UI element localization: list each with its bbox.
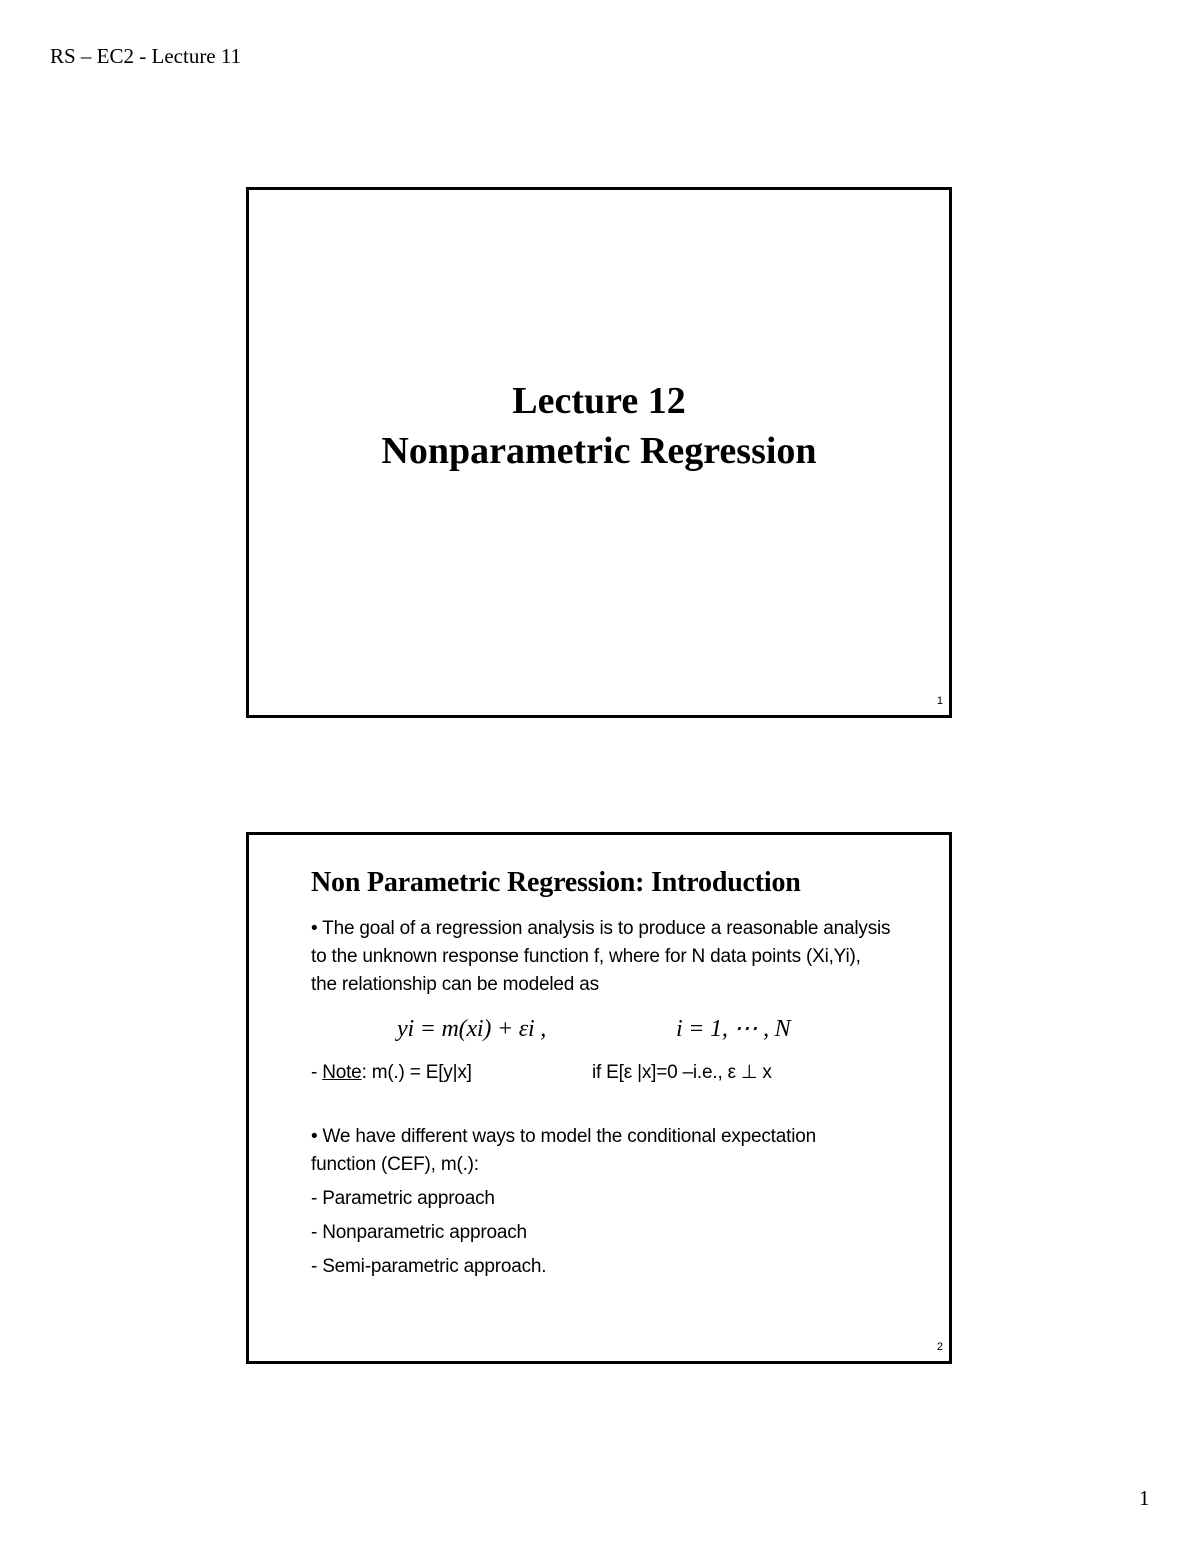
note-label: Note [322, 1062, 362, 1083]
bullet-1-line-2: to the unknown response function f, where for N data points (Xi,Yi), [311, 946, 861, 967]
slide-1-title [249, 376, 949, 476]
page-header: RS – EC2 - Lecture 11 [50, 44, 242, 68]
list-item-semiparametric: - Semi-parametric approach. [311, 1256, 547, 1277]
slide-2 [246, 832, 952, 1364]
regression-formula [311, 1007, 941, 1053]
bullet-1-line-3: the relationship can be modeled as [311, 974, 599, 995]
bullet-2-line-2: function (CEF), m(.): [311, 1154, 479, 1175]
note-line [311, 1059, 941, 1089]
lecture-title: Nonparametric Regression [381, 430, 817, 472]
bullet-2-line-1: • We have different ways to model the conditional expectation [311, 1126, 816, 1147]
slide-2-content [311, 865, 941, 1281]
bullet-1-line-1: • The goal of a regression analysis is to produce a reasonable analysis [311, 918, 891, 939]
note-text: : m(.) = E[y|x] [361, 1062, 472, 1083]
slide-2-number: 2 [936, 1341, 943, 1353]
list-item-parametric: - Parametric approach [311, 1188, 495, 1209]
formula-lhs: yi = m(xi) + εi , [397, 1016, 547, 1042]
page-number: 1 [1139, 1486, 1150, 1510]
note-left [311, 1059, 472, 1087]
lecture-number: Lecture 12 [512, 380, 686, 422]
slide-1 [246, 187, 952, 718]
note-condition: if E[ε |x]=0 –i.e., ε ⊥ x [592, 1062, 772, 1083]
list-item-nonparametric: - Nonparametric approach [311, 1222, 527, 1243]
slide-1-number: 1 [936, 695, 943, 707]
note-prefix: - [311, 1062, 323, 1083]
slide-2-title: Non Parametric Regression: Introduction [311, 867, 801, 898]
formula-rhs: i = 1, ⋯ , N [676, 1016, 791, 1042]
